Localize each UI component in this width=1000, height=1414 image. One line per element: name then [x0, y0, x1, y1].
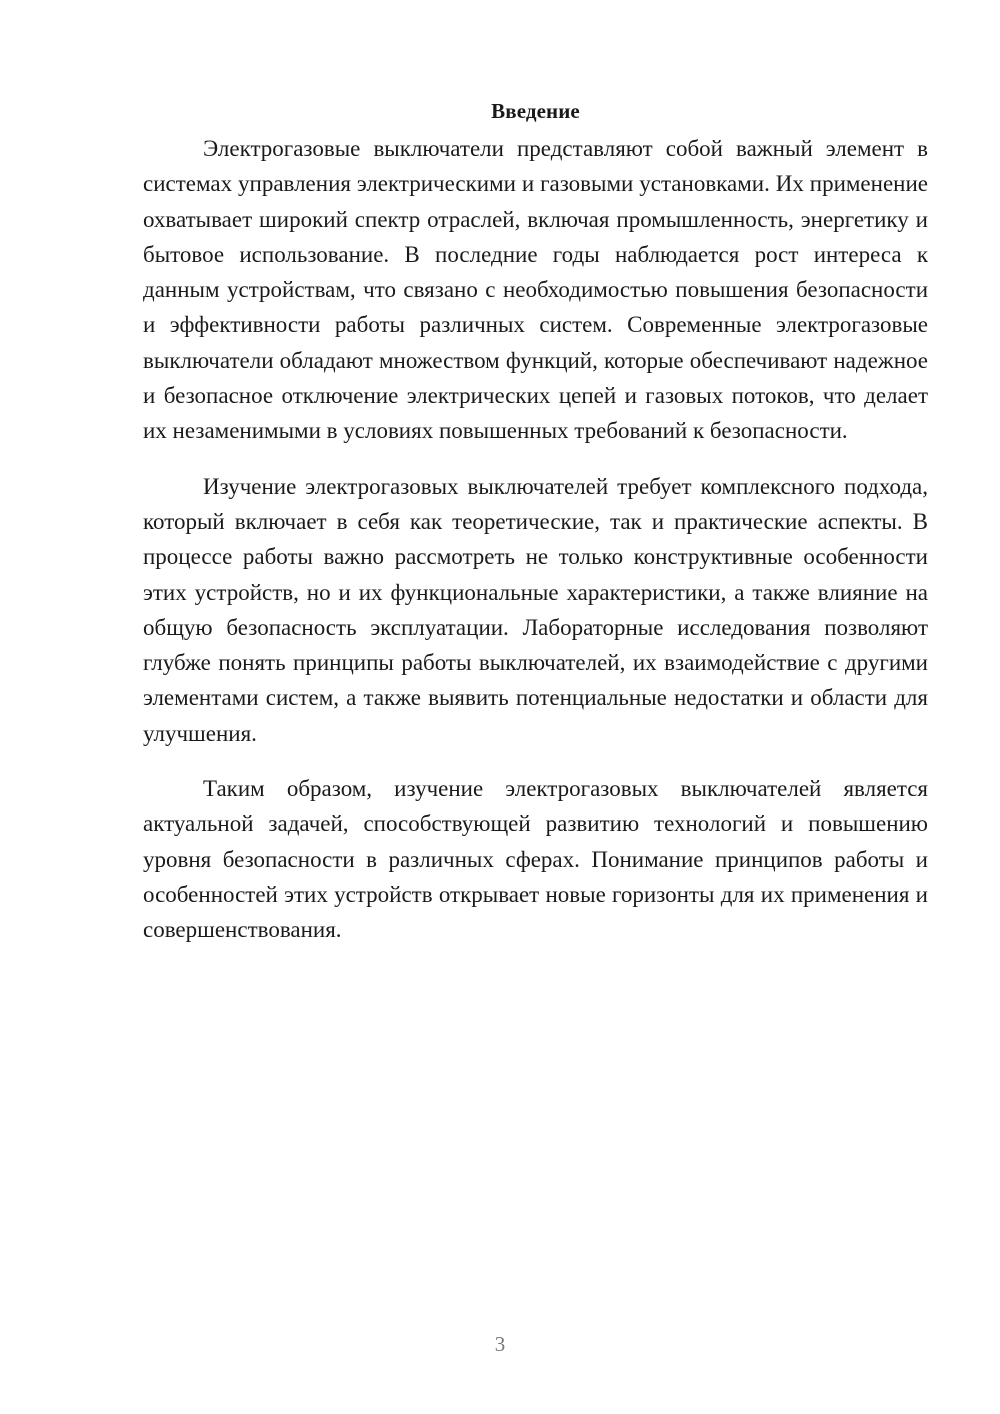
paragraph-1: Электрогазовые выключатели представляют собой важный элемент в системах управления электрическими и газовыми установками. Их применение охватывает широкий спектр отраслей, включая промышленность, энергетику и бытовое использование. В последние годы наблюдается рост интереса к данным устройствам, что связано с необходимостью повышения безопасности и эффективности работы различных систем. Современные электрогазовые выключатели обладают множеством функций, которые обеспечивают надежное и безопасное отключение электрических цепей и газовых потоков, что делает их незаменимыми в условиях повышенных требований к безопасности.	[143, 136, 928, 444]
paragraph-2: Изучение электрогазовых выключателей требует комплексного подхода, который включает в себя как теоретические, так и практические аспекты. В процессе работы важно рассмотреть не только конструктивные особенности этих устройств, но и их функциональные характеристики, а также влияние на общую безопасность эксплуатации. Лабораторные исследования позволяют глубже понять принципы работы выключателей, их взаимодействие с другими элементами систем, а также выявить потенциальные недостатки и области для улучшения.	[143, 473, 928, 746]
page-content	[143, 95, 928, 968]
paragraph-3: Таким образом, изучение электрогазовых выключателей является актуальной задачей, способствующей развитию технологий и повышению уровня безопасности в различных сферах. Понимание принципов работы и особенностей этих устройств открывает новые горизонты для их применения и совершенствования.	[143, 776, 928, 943]
page-number: 3	[494, 1332, 506, 1356]
section-title: Введение	[491, 99, 580, 123]
